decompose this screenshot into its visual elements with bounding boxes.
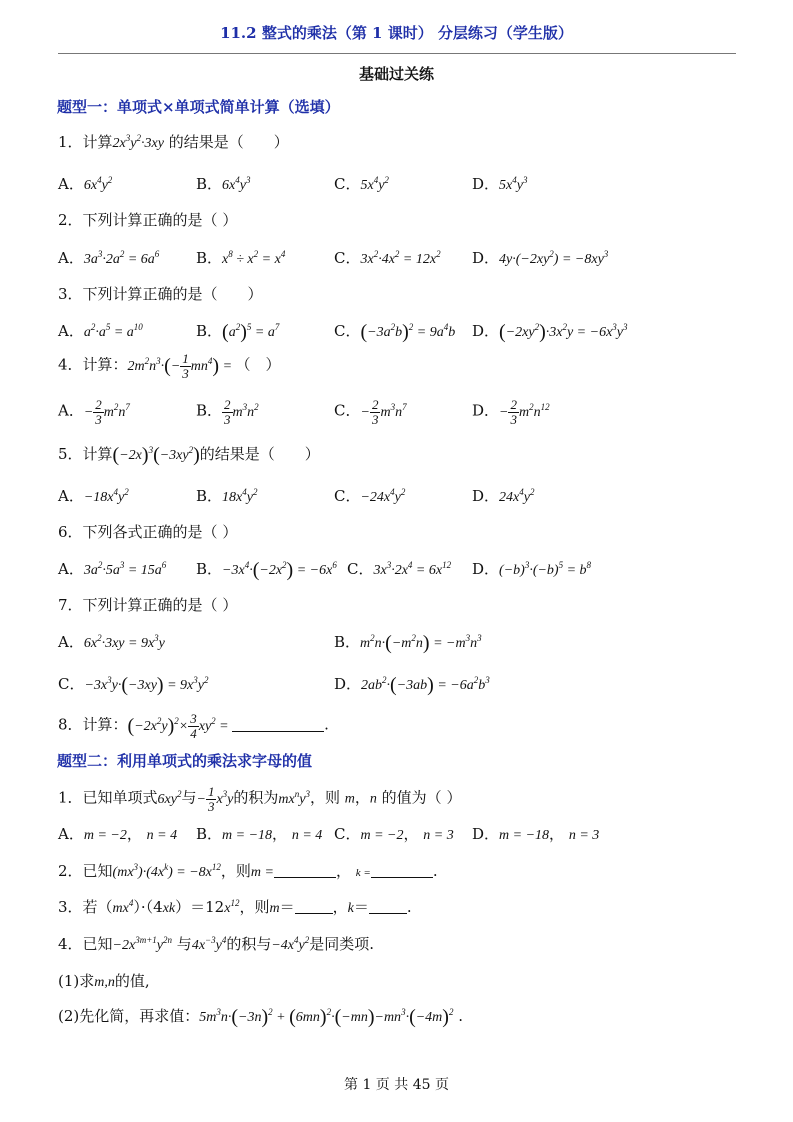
q3-option-c: C．$(-3a^2b)^2 = 9a^4b$ [334,321,456,343]
header-divider [58,53,736,54]
type2-question-4-part-2: (2)先化简，再求值：$5m^3n\cdot(-3n)^2 + (6mn)^2\cdot(-mn)-mn^3\cdot(-4m)^2$ . [58,1006,464,1028]
q2-option-d: D．$4y\cdot(-2xy^2) = -8xy^3$ [472,249,609,267]
q6-option-a: A．$3a^2\cdot 5a^3 = 15a^6$ [58,560,167,578]
question-label: 5．计算 [58,445,113,463]
category-1-heading: 题型一：单项式×单项式简单计算（选填） [57,98,340,116]
question-suffix: 的结果是（ ） [168,133,289,151]
q2-option-b: B．$x^8 \div x^2 = x^4$ [196,249,286,267]
t2q1-option-a: A．m = −2， n = 4 [58,825,178,843]
q7-option-c: C．$-3x^3y\cdot(-3xy) = 9x^3y^2$ [58,674,209,696]
type2-question-1: 1．已知单项式$6xy^2$与− $\frac{1}{3}$ $x^3y$的积为$mx^ny^3$，则 m，n 的值为（ ） [58,784,462,814]
question-suffix: （ ） [235,355,281,374]
q6-option-b: B．$-3x^4\cdot(-2x^2) = -6x^6$ [196,559,337,581]
q5-option-b: B．$18x^4y^2$ [196,487,258,505]
question-suffix: 的结果是（ ） [199,445,320,463]
t2q1-option-b: B．m = −18， n = 4 [196,825,323,843]
type2-question-4: 4．已知$-2x^{3m+1}y^{2n}$ 与$4x^{-3}y^4$的积与$-4x^4y^2$是同类项. [58,935,375,953]
q3-option-d: D．$(-2xy^2)\cdot 3x^2y = -6x^3y^3$ [472,321,628,343]
q7-option-d: D．$2ab^2\cdot(-3ab) = -6a^2b^3$ [334,674,490,696]
q3-option-b: B．$(a^2)^5 = a^7$ [196,321,280,343]
answer-blank-m[interactable] [274,877,336,878]
question-5 [58,443,320,467]
q4-option-a: A．− $\frac{2}{3}$ $m^2n^7$ [58,397,130,427]
page-footer: 第 1 页 共 45 页 [344,1077,449,1093]
math-expression: $2m^2n^3\cdot(-$ $\frac{1}{3}$ $mn^4$) = [127,351,236,381]
q4-option-c: C．− $\frac{2}{3}$ $m^3n^7$ [334,397,407,427]
answer-blank-m[interactable] [295,913,333,914]
question-7: 7．下列计算正确的是（ ） [58,596,238,614]
question-6: 6．下列各式正确的是（ ） [58,523,238,541]
math-expression: $(-2x^2y)^2\times$ $\frac{3}{4}$ $xy^2$ = [127,711,233,741]
question-3: 3．下列计算正确的是（ ） [58,285,263,303]
type2-question-3: 3．若$(mx^4)\cdot(4xk)=12x^{12}$，则m＝ ，k＝ . [58,898,412,916]
question-label: 8．计算： [58,715,128,734]
question-1 [58,131,289,152]
section-title: 基础过关练 [358,65,434,83]
answer-blank-k[interactable] [371,877,433,878]
q1-option-a: A．$6x^4y^2$ [58,175,113,193]
q2-option-c: C．$3x^2\cdot 4x^2 = 12x^2$ [334,249,441,267]
t2q1-option-c: C．m = −2， n = 3 [334,825,454,843]
type2-question-2: 2．已知$(mx^3)\cdot(4x^k) = -8x^{12}$，则m = ， k = . [58,862,438,880]
math-expression: $5m^3n\cdot(-3n)^2 + (6mn)^2\cdot(-mn)-mn^3\cdot(-4m)^2$ [199,1006,454,1028]
q6-option-c: C．$3x^3\cdot 2x^4 = 6x^{12}$ [347,560,452,578]
question-label: 4．计算： [58,355,128,374]
math-expression: $6xy^2$ [157,788,182,807]
q5-option-a: A．$-18x^4y^2$ [58,487,129,505]
question-2: 2．下列计算正确的是（ ） [58,211,238,229]
q2-option-a: A．$3a^3\cdot 2a^2 = 6a^6$ [58,249,160,267]
answer-blank-k[interactable] [369,913,407,914]
math-expression: $2x^3y^2\cdot 3xy$ [112,133,164,151]
q4-option-d: D．− $\frac{2}{3}$ $m^2n^{12}$ [472,397,550,427]
answer-blank[interactable] [232,731,324,732]
q6-option-d: D．$(-b)^3\cdot(-b)^5 = b^8$ [472,560,592,578]
q5-option-c: C．$-24x^4y^2$ [334,487,406,505]
type2-question-4-part-1: (1)求m,n的值, [58,972,150,990]
q1-option-d: D．$5x^4y^3$ [472,175,528,193]
question-4 [58,352,281,381]
q5-option-d: D．$24x^4y^2$ [472,487,535,505]
category-2-heading: 题型二：利用单项式的乘法求字母的值 [57,752,313,770]
q3-option-a: A．$a^2\cdot a^5 = a^{10}$ [58,322,143,340]
q7-option-b: B．$m^2n\cdot(-m^2n) = -m^3n^3$ [334,632,482,654]
math-expression: $(mx^3)\cdot(4x^k) = -8x^{12}$ [112,862,221,880]
q1-option-c: C．$5x^4y^2$ [334,175,389,193]
question-8: 8．计算：$(-2x^2y)^2\times$ $\frac{3}{4}$ $xy^2$ = . [58,711,329,741]
t2q1-option-d: D．m = −18， n = 3 [472,825,600,843]
math-expression: $(-2x)^3(-3xy^2)$ [112,444,200,466]
q4-option-b: B． $\frac{2}{3}$ $m^3n^2$ [196,397,259,427]
q7-option-a: A．$6x^2\cdot 3xy = 9x^3y$ [58,633,165,651]
question-label: 1．计算 [58,133,113,151]
q1-option-b: B．$6x^4y^3$ [196,175,251,193]
page-header-title: 11.2 整式的乘法（第 1 课时） 分层练习（学生版） [220,24,573,42]
